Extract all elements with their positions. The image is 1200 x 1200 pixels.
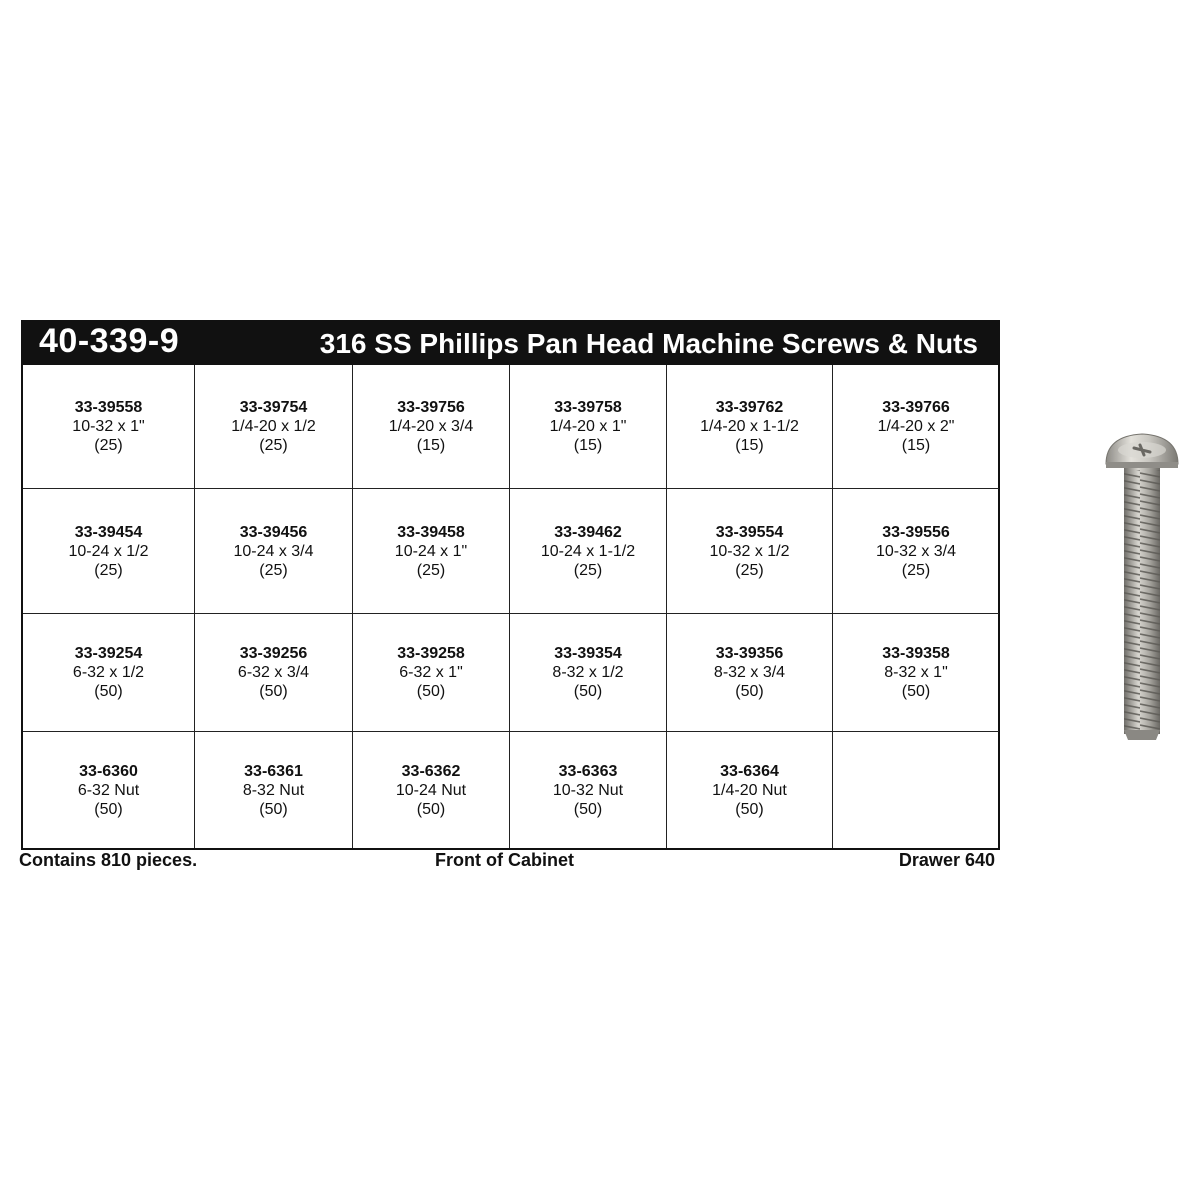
quantity: (50) — [901, 683, 931, 700]
screw-size: 1/4-20 x 3/4 — [388, 418, 474, 435]
screw-size: 10-32 Nut — [552, 781, 624, 799]
quantity: (50) — [94, 683, 123, 700]
part-number: 33-39758 — [554, 399, 622, 416]
compartment-cell — [667, 614, 833, 732]
screw-size: 10-32 x 1/2 — [709, 542, 790, 560]
part-number: 33-39254 — [74, 645, 143, 662]
quantity: (50) — [259, 800, 288, 818]
compartment-cell — [23, 489, 195, 614]
screw-size: 6-32 Nut — [77, 781, 140, 799]
compartment-cell — [23, 365, 195, 489]
quantity: (50) — [94, 800, 123, 818]
quantity: (25) — [901, 561, 931, 579]
part-number: 33-39256 — [239, 645, 308, 662]
part-number: 33-39462 — [554, 523, 622, 541]
quantity: (50) — [573, 683, 603, 700]
drawer-number: Drawer 640 — [898, 850, 995, 870]
screw-size: 6-32 x 3/4 — [237, 664, 310, 681]
compartment-cell — [833, 365, 999, 489]
compartment-cell — [195, 732, 353, 848]
screw-size: 1/4-20 x 1-1/2 — [700, 418, 799, 435]
part-number: 33-39558 — [74, 399, 143, 416]
screw-size: 1/4-20 Nut — [712, 781, 787, 799]
part-number: 33-39754 — [239, 399, 308, 416]
screw-size: 8-32 Nut — [242, 781, 305, 799]
quantity: (50) — [573, 800, 603, 818]
part-number: 33-39756 — [397, 399, 465, 416]
compartment-cell — [510, 489, 667, 614]
part-number: 33-39454 — [74, 523, 143, 541]
quantity: (25) — [94, 437, 123, 454]
quantity: (50) — [735, 683, 764, 700]
screw-size: 10-24 x 3/4 — [233, 542, 314, 560]
compartment-cell — [353, 489, 510, 614]
quantity: (50) — [416, 683, 446, 700]
part-number: 33-39456 — [239, 523, 308, 541]
quantity: (25) — [573, 561, 603, 579]
compartment-cell — [23, 614, 195, 732]
part-number: 33-39554 — [715, 523, 784, 541]
compartment-cell — [833, 732, 999, 848]
compartment-cell — [353, 614, 510, 732]
part-number: 33-39258 — [397, 645, 465, 662]
compartment-cell — [667, 365, 833, 489]
compartment-cell — [833, 614, 999, 732]
screw-size: 1/4-20 x 1/2 — [231, 418, 316, 435]
part-number: 33-6362 — [401, 762, 461, 780]
part-number: 33-39458 — [397, 523, 465, 541]
compartment-cell — [23, 732, 195, 848]
part-number: 33-39356 — [715, 645, 784, 662]
cabinet-orientation: Front of Cabinet — [435, 850, 574, 870]
compartment-cell — [195, 365, 353, 489]
chart-footer — [21, 850, 1000, 874]
quantity: (25) — [94, 561, 123, 579]
quantity: (25) — [416, 561, 446, 579]
part-number: 33-6364 — [720, 762, 779, 780]
part-number: 33-39762 — [715, 399, 784, 416]
screw-size: 1/4-20 x 1" — [549, 418, 627, 435]
part-number: 33-39358 — [882, 645, 950, 662]
chart-header — [21, 320, 1000, 365]
screw-size: 10-32 x 1" — [72, 418, 145, 435]
screw-size: 10-24 x 1-1/2 — [540, 542, 636, 560]
screw-size: 1/4-20 x 2" — [877, 418, 955, 435]
quantity: (15) — [416, 437, 446, 454]
part-number: 33-6361 — [244, 762, 303, 780]
pan-head-machine-screw-icon — [1100, 430, 1184, 742]
kit-title: 316 SS Phillips Pan Head Machine Screws & Nuts — [319, 328, 978, 359]
screw-size: 10-24 x 1" — [394, 542, 468, 560]
quantity: (25) — [735, 561, 764, 579]
drawer-label-chart — [19, 320, 1000, 870]
compartment-cell — [833, 489, 999, 614]
quantity: (15) — [901, 437, 931, 454]
quantity: (50) — [416, 800, 446, 818]
compartment-grid — [21, 365, 1000, 850]
compartment-cell — [510, 614, 667, 732]
part-number: 33-6363 — [558, 762, 618, 780]
compartment-cell — [667, 732, 833, 848]
quantity: (50) — [259, 683, 288, 700]
kit-number: 40-339-9 — [39, 322, 180, 360]
part-number: 33-6360 — [79, 762, 138, 780]
screw-size: 10-32 x 3/4 — [875, 542, 957, 560]
screw-size: 10-24 x 1/2 — [68, 542, 149, 560]
screw-size: 8-32 x 1/2 — [552, 664, 624, 681]
part-number: 33-39556 — [882, 523, 950, 541]
compartment-cell — [510, 732, 667, 848]
screw-size: 10-24 Nut — [395, 781, 467, 799]
screw-size: 8-32 x 1" — [884, 664, 948, 681]
screw-size: 6-32 x 1" — [399, 664, 463, 681]
part-number: 33-39766 — [882, 399, 950, 416]
compartment-cell — [353, 732, 510, 848]
compartment-cell — [195, 614, 353, 732]
quantity: (15) — [573, 437, 603, 454]
compartment-cell — [667, 489, 833, 614]
screw-size: 6-32 x 1/2 — [72, 664, 145, 681]
quantity: (25) — [259, 437, 288, 454]
compartment-cell — [195, 489, 353, 614]
quantity: (25) — [259, 561, 288, 579]
compartment-cell — [353, 365, 510, 489]
quantity: (50) — [735, 800, 764, 818]
piece-count: Contains 810 pieces. — [19, 850, 198, 870]
part-number: 33-39354 — [554, 645, 622, 662]
compartment-cell — [510, 365, 667, 489]
screw-size: 8-32 x 3/4 — [713, 664, 786, 681]
quantity: (15) — [735, 437, 764, 454]
